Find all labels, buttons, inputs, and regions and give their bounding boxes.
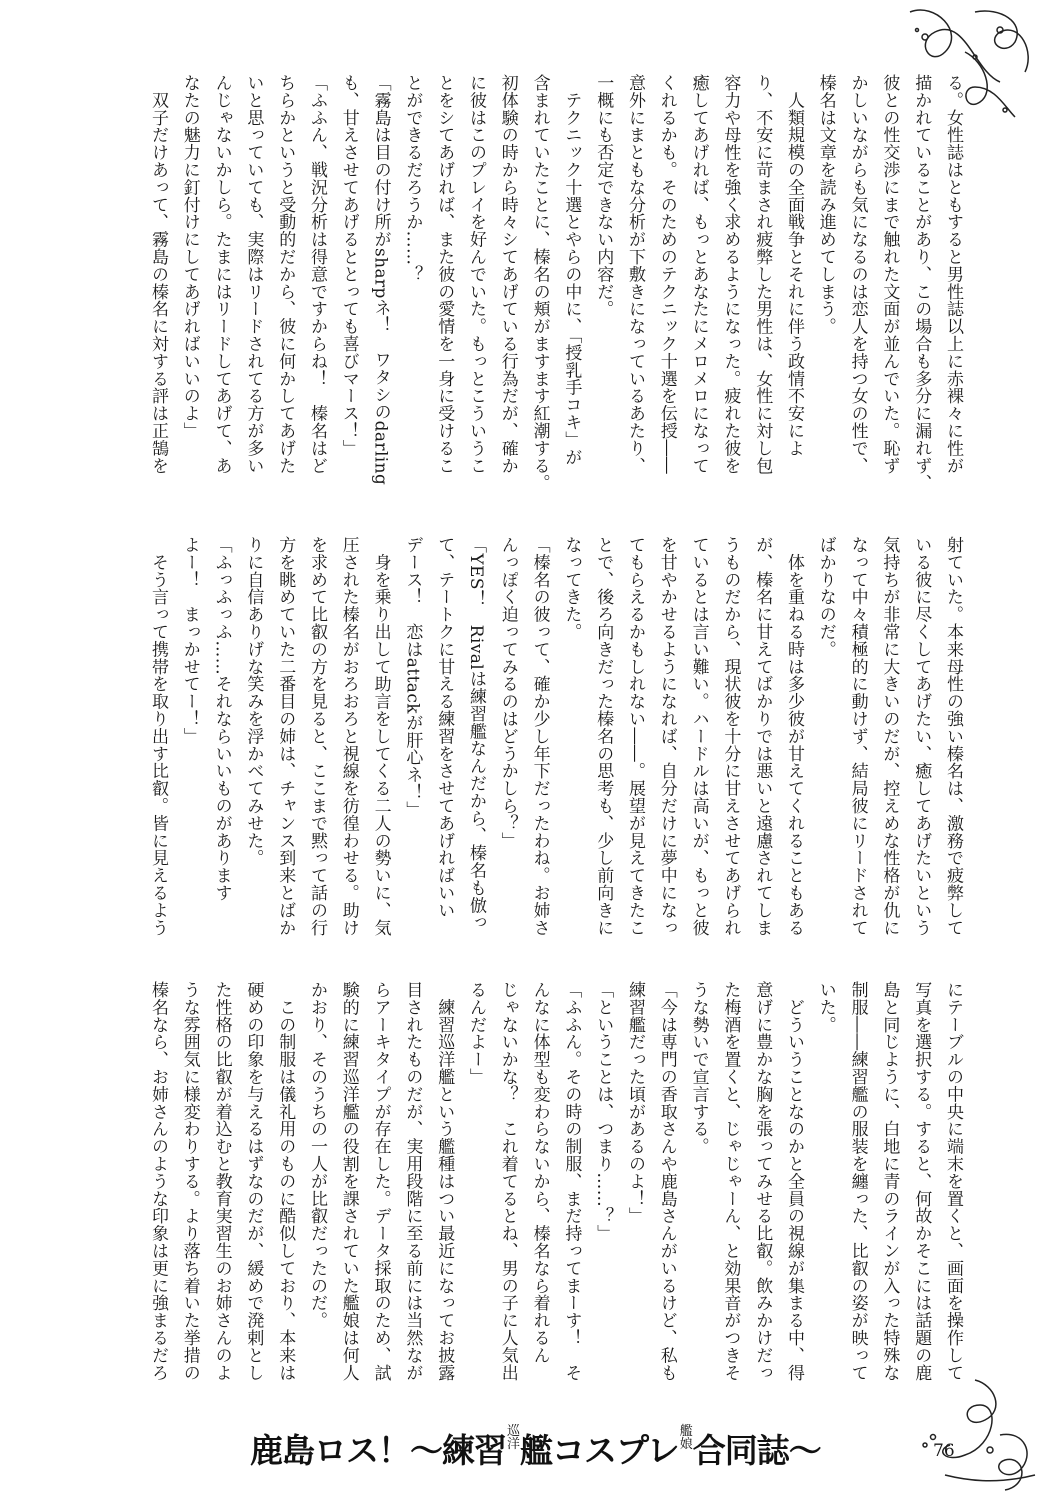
text-column: そう言って携帯を取り出す比叡。皆に見えるよう — [148, 536, 168, 937]
text-column: ているとは言い難い。ハードルは高いが、もっと彼 — [688, 536, 709, 937]
text-column: 島と同じように、白地に青のラインが入った特殊な — [879, 981, 900, 1382]
text-column: にテーブルの中央に端末を置くと、画面を操作して — [943, 981, 963, 1382]
text-column: るんだよー」 — [466, 981, 486, 1086]
text-column: た性格の比叡が着込むと教育実習生のお姉さんのよ — [211, 981, 232, 1382]
title-part: 艦コスプレ — [520, 1431, 679, 1470]
text-column: 気持ちが非常に大きいのだが、控えめな性格が仇に — [879, 536, 900, 937]
text-column: た梅酒を置くと、じゃじゃーん、と効果音がつきそ — [720, 981, 741, 1382]
text-column: とをシてあげれば、また彼の愛情を一身に受けるこ — [434, 74, 455, 475]
text-column: に彼はこのプレイを好んでいた。もっとこういうこ — [466, 74, 486, 475]
text-column: うな雰囲気に様変わりする。より落ち着いた挙措の — [179, 981, 200, 1382]
text-column: 「ふふん、戦況分析は得意ですからね！ 榛名はど — [307, 74, 327, 475]
ruby-char: 洋 — [507, 1437, 520, 1452]
text-column: 癒してあげれば、もっとあなたにメロメロになって — [688, 74, 709, 475]
text-column: 「ということは、つまり……？」 — [593, 981, 614, 1242]
text-column: んじゃないかしら。たまにはリードしてあげて、あ — [211, 74, 232, 475]
text-column: 「榛名の彼って、確か少し年下だったわね。お姉さ — [529, 536, 550, 937]
text-column: なってきた。 — [561, 536, 582, 641]
text-column: てもらえるかもしれない――。展望が見えてきたこ — [625, 536, 645, 937]
text-column: 「ふっふっふ……それならいいものがあります — [211, 536, 232, 902]
corner-ornament-bottom-icon — [905, 1375, 1040, 1495]
text-column: 制服――練習艦の服装を纏った、比叡の姿が映って — [847, 981, 868, 1382]
text-column: とで、後ろ向きだった榛名の思考も、少し前向きに — [593, 536, 614, 937]
ruby-char: 艦 — [679, 1424, 692, 1439]
text-column: よー！ まっかせてー！」 — [179, 536, 200, 745]
text-column: なたの魅力に釘付けにしてあげればいいのよ」 — [179, 74, 200, 440]
text-column: りに自信ありげな笑みを浮かべてみせた。 — [243, 536, 264, 867]
title-part: 鹿島ロス！〜練習 — [250, 1431, 506, 1470]
text-column: くれるかも。そのためのテクニック十選を伝授―― — [656, 74, 677, 475]
text-column: らアーキタイプが存在した。データ採取のため、試 — [370, 981, 391, 1382]
text-column: 双子だけあって、霧島の榛名に対する評は正鵠を — [148, 74, 168, 475]
book-title — [250, 1425, 821, 1472]
text-column: 練習巡洋艦という艦種はつい最近になってお披露 — [434, 981, 455, 1382]
text-column: 体を重ねる時は多少彼が甘えてくれることもある — [784, 536, 804, 937]
text-column: 硬めの印象を与えるはずなのだが、緩めで溌剌とし — [243, 981, 264, 1382]
text-column: 方を眺めていた二番目の姉は、チャンス到来とばか — [275, 536, 296, 937]
text-column: を求めて比叡の方を見ると、ここまで黙って話の行 — [307, 536, 327, 937]
title-part: 合同誌〜 — [692, 1431, 821, 1470]
text-column: 榛名なら、お姉さんのような印象は更に強まるだろ — [148, 981, 168, 1382]
text-column: ばかりなのだ。 — [815, 536, 836, 658]
text-column: が、榛名に甘えてばかりでは悪いと遠慮されてしま — [752, 536, 773, 937]
text-column: いる彼に尽くしてあげたい、癒してあげたいという — [911, 536, 932, 937]
page-number: 76 — [933, 1441, 955, 1461]
text-column: も、甘えさせてあげるととっても喜びマース！」 — [338, 74, 359, 457]
text-column: いと思っていても、実際はリードされてる方が多い — [243, 74, 264, 475]
text-column: 写真を選択する。すると、何故かそこには話題の鹿 — [911, 981, 932, 1382]
text-column: 「霧島は目の付け所がsharpネ！ ワタシのdarling — [370, 74, 391, 486]
corner-ornament-top-icon — [905, 2, 1040, 122]
text-column: る。女性誌はともすると男性誌以上に赤裸々に性が — [943, 74, 963, 475]
text-column: 射ていた。本来母性の強い榛名は、激務で疲弊して — [943, 536, 963, 937]
ruby-char: 娘 — [679, 1437, 692, 1452]
ruby-stack — [507, 1425, 519, 1451]
text-column: 圧された榛名がおろおろと視線を彷徨わせる。助け — [338, 536, 359, 937]
text-column: 一概にも否定できない内容だ。 — [593, 74, 614, 318]
text-column: どういうことなのかと全員の視線が集まる中、得 — [784, 981, 804, 1382]
text-column: テクニック十選とやらの中に、「授乳手コキ」が — [561, 74, 582, 466]
text-column: を甘やかせるようになれば、自分だけに夢中になっ — [656, 536, 677, 937]
text-column: 容力や母性を強く求めるようになった。疲れた彼を — [720, 74, 741, 475]
text-column: うものだから、現状彼を十分に甘えさせてあげられ — [720, 536, 741, 937]
text-column: なって中々積極的に動けず、結局彼にリードされて — [847, 536, 868, 937]
ruby-stack — [680, 1425, 692, 1451]
text-column: て、テートクに甘える練習をさせてあげればいい — [434, 536, 455, 919]
text-column: この制服は儀礼用のものに酷似しており、本来は — [275, 981, 296, 1382]
text-column: 人類規模の全面戦争とそれに伴う政情不安によ — [784, 74, 804, 457]
text-column: とができるだろうか……？ — [402, 74, 423, 283]
text-column: ちらかというと受動的だから、彼に何かしてあげた — [275, 74, 296, 475]
text-column: 意げに豊かな胸を張ってみせる比叡。飲みかけだっ — [752, 981, 773, 1382]
text-column: 験的に練習巡洋艦の役割を課されていた艦娘は何人 — [338, 981, 359, 1382]
text-column: んなに体型も変わらないから、榛名なら着れるん — [529, 981, 550, 1364]
text-column: デース！ 恋はattackが肝心ネ！」 — [402, 536, 423, 819]
text-column: んっぽく迫ってみるのはどうかしら？」 — [497, 536, 518, 850]
text-column: 「今は専門の香取さんや鹿島さんがいるけど、私も — [656, 981, 677, 1382]
text-column: じゃないかな？ これ着てるとね、男の子に人気出 — [497, 981, 518, 1382]
text-column: いた。 — [815, 981, 836, 1034]
text-column: 意外にまともな分析が下敷きになっているあたり、 — [625, 74, 645, 475]
ruby-char: 巡 — [507, 1424, 520, 1439]
text-column: 描かれていることがあり、この場合も多分に漏れず、 — [911, 74, 932, 492]
text-column: 練習艦だった頃があるのよ！」 — [625, 981, 645, 1225]
text-column: 彼との性交渉にまで触れた文面が並んでいた。恥ず — [879, 74, 900, 475]
text-column: 身を乗り出して助言をしてくる二人の勢いに、気 — [370, 536, 391, 937]
text-column: 「YES！ Rivalは練習艦なんだから、榛名も倣っ — [466, 536, 486, 932]
text-column: 初体験の時から時々シてあげている行為だが、確か — [497, 74, 518, 475]
text-column: り、不安に苛まされ疲弊した男性は、女性に対し包 — [752, 74, 773, 475]
text-column: かしいながらも気になるのは恋人を持つ女の性で、 — [847, 74, 868, 475]
text-column: うな勢いで宣言する。 — [688, 981, 709, 1155]
text-column: 榛名は文章を読み進めてしまう。 — [815, 74, 836, 335]
text-column: 「ふふん。その時の制服、まだ持ってまーす！ そ — [561, 981, 582, 1382]
text-column: 含まれていたことに、榛名の頬がますます紅潮する。 — [529, 74, 550, 492]
text-column: 目されたものだが、実用段階に至る前には当然なが — [402, 981, 423, 1382]
text-column: かおり、そのうちの一人が比叡だったのだ。 — [307, 981, 327, 1329]
